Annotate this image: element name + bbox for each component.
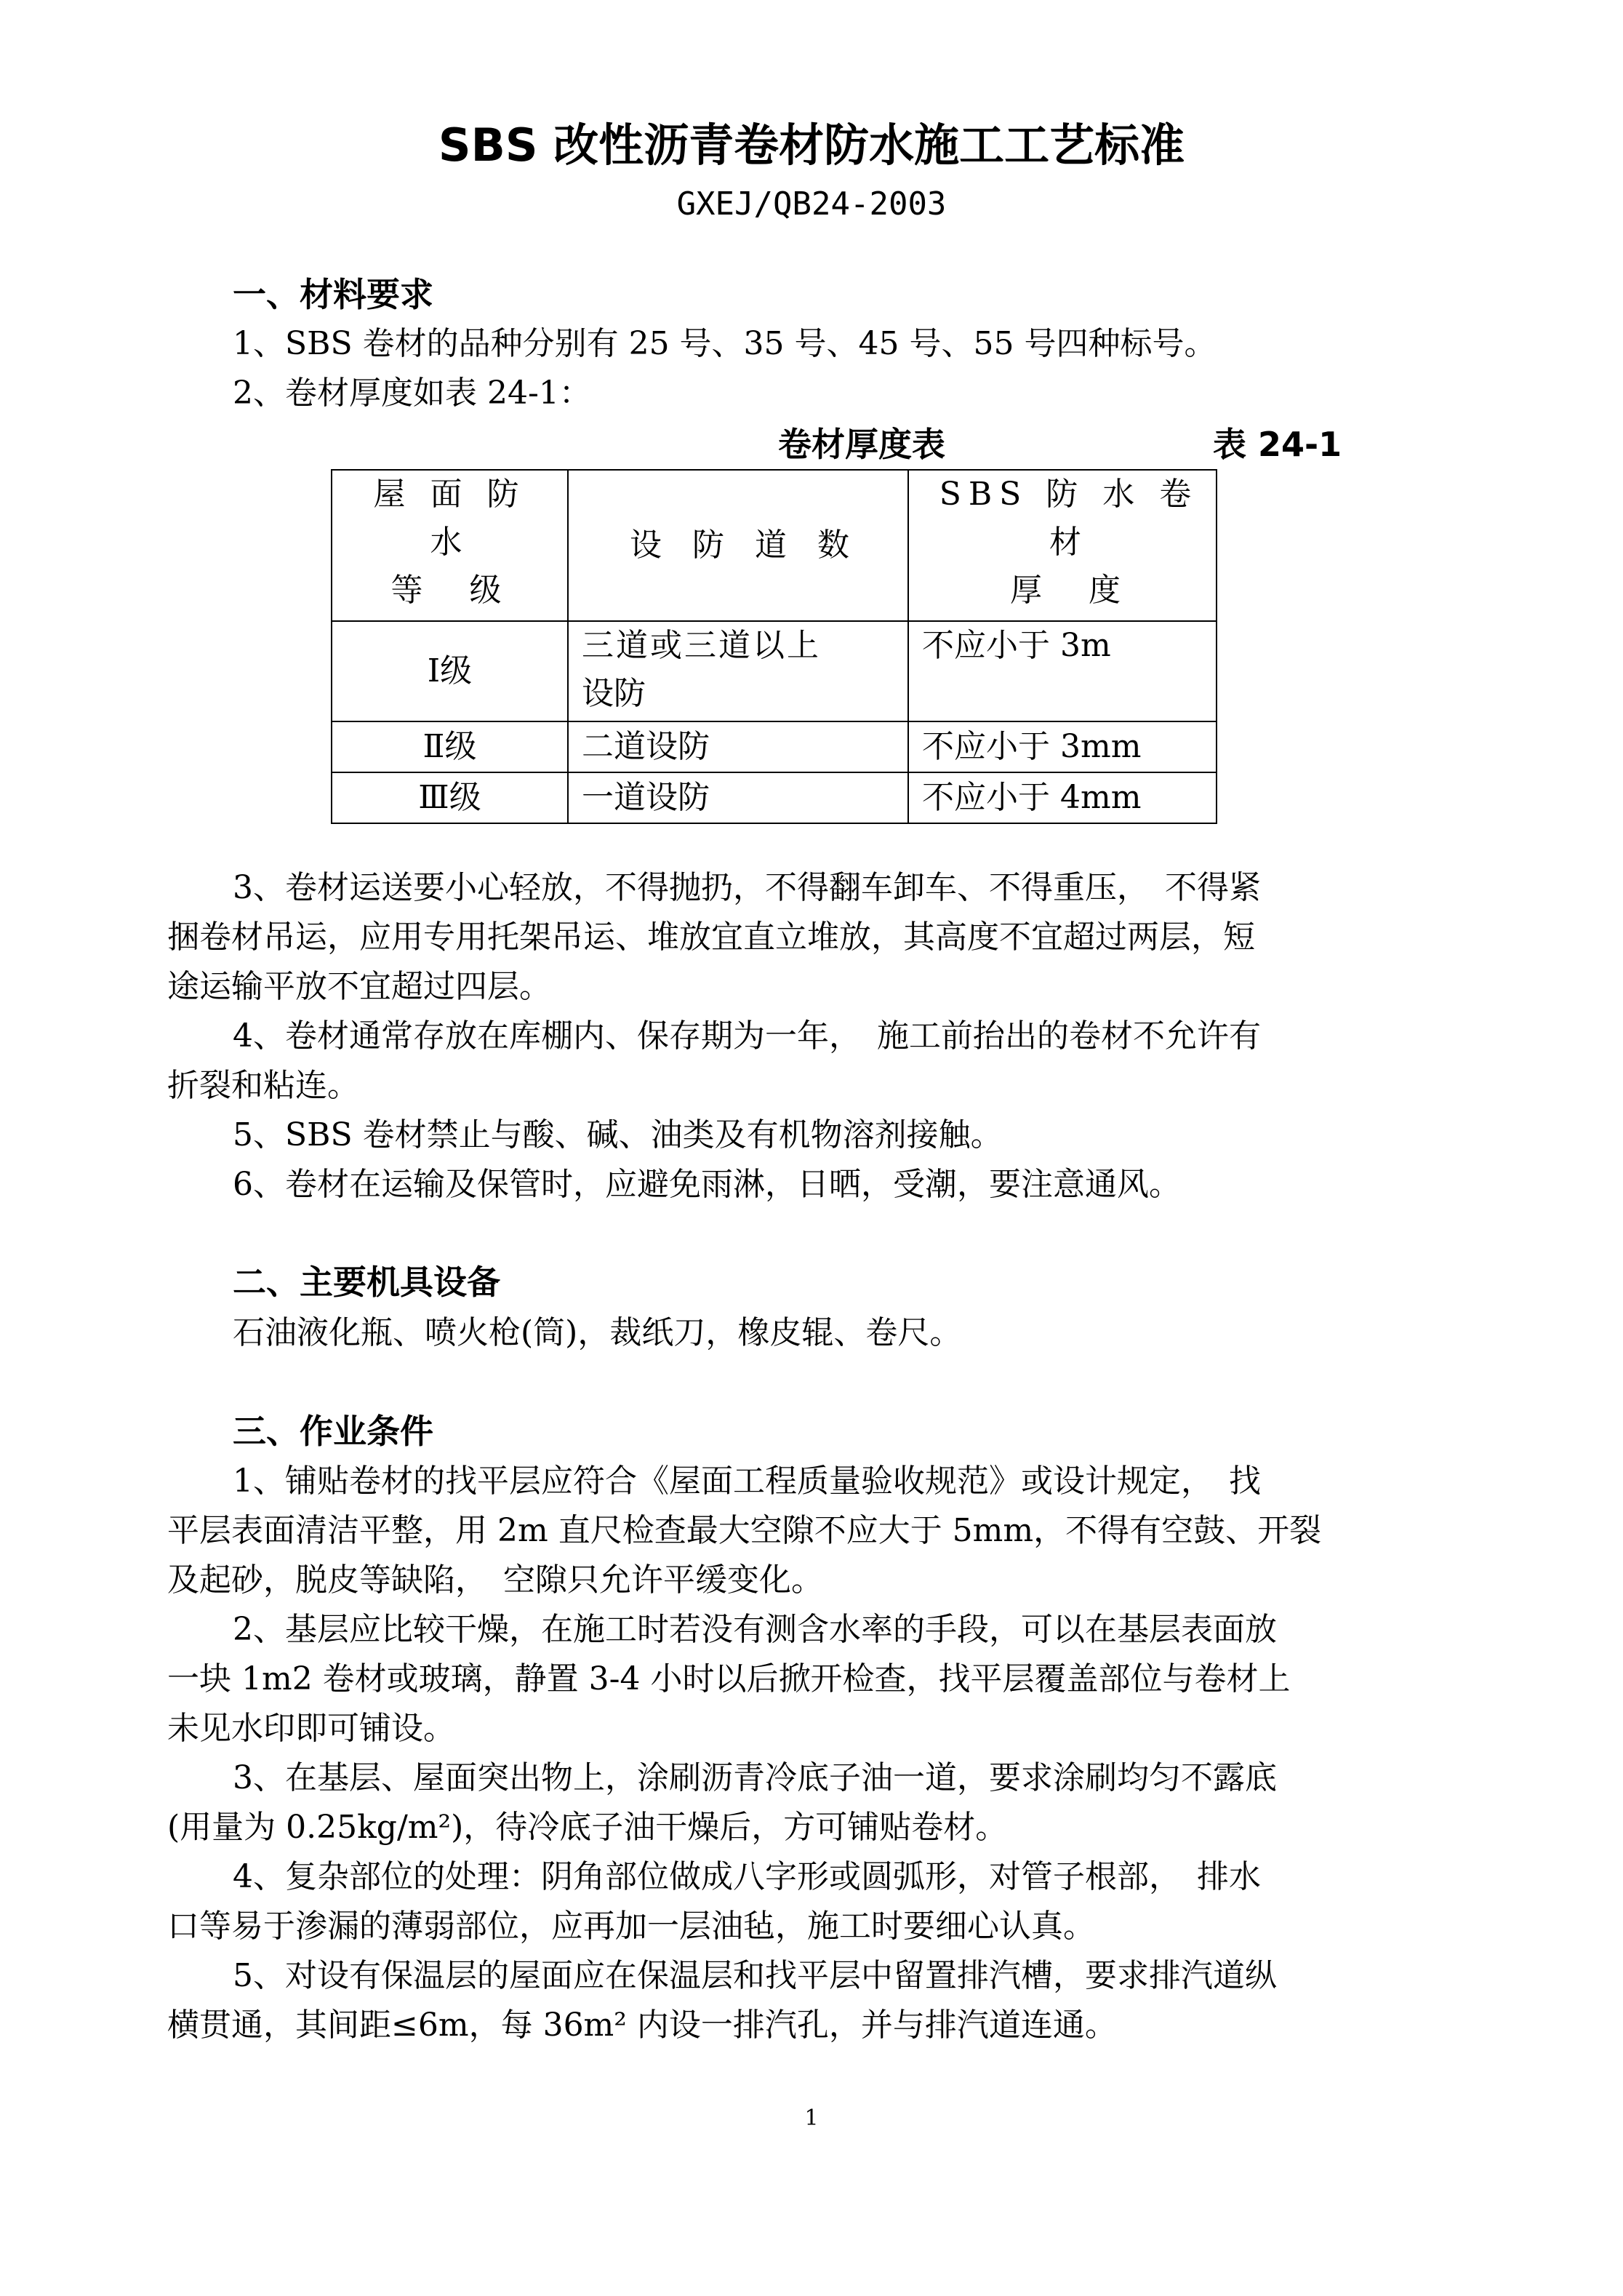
table-caption: 卷材厚度表	[778, 425, 945, 464]
cell-count-line: 三道或三道以上	[582, 627, 821, 664]
paragraph-3-line: 3、卷材运送要小心轻放，不得抛扔，不得翻车卸车、不得重压， 不得紧	[233, 869, 1261, 906]
cell-thickness: 不应小于 3mm	[908, 721, 1217, 772]
paragraph-3-line: 途运输平放不宜超过四层。	[167, 968, 551, 1005]
table-header-row	[332, 470, 1217, 621]
equipment-list: 石油液化瓶、喷火枪(筒)，裁纸刀，橡皮辊、卷尺。	[233, 1314, 962, 1351]
paragraph-item-1: 1、SBS 卷材的品种分别有 25 号、35 号、45 号、55 号四种标号。	[233, 325, 1217, 362]
condition-4-line: 4、复杂部位的处理：阴角部位做成八字形或圆弧形，对管子根部， 排水	[233, 1858, 1261, 1895]
condition-1-line: 及起砂，脱皮等缺陷， 空隙只允许平缓变化。	[167, 1561, 823, 1599]
cell-count-line: 设防	[582, 675, 646, 712]
document-title: SBS 改性沥青卷材防水施工工艺标准	[438, 119, 1185, 172]
header-cell-count: 设 防 道 数	[568, 470, 908, 621]
condition-2-line: 一块 1m2 卷材或玻璃，静置 3-4 小时以后掀开检查，找平层覆盖部位与卷材上	[167, 1660, 1291, 1697]
condition-5-line: 横贯通，其间距≤6m，每 36m² 内设一排汽孔，并与排汽道连通。	[167, 2007, 1117, 2044]
paragraph-6: 6、卷材在运输及保管时，应避免雨淋，日晒，受潮，要注意通风。	[233, 1166, 1181, 1203]
section-heading-conditions: 三、作业条件	[233, 1412, 433, 1451]
cell-count	[568, 621, 908, 721]
table-row	[332, 621, 1217, 721]
condition-3-line: 3、在基层、屋面突出物上，涂刷沥青冷底子油一道，要求涂刷均匀不露底	[233, 1759, 1277, 1796]
table-row	[332, 772, 1217, 823]
condition-1-line: 1、铺贴卷材的找平层应符合《屋面工程质量验收规范》或设计规定， 找	[233, 1463, 1261, 1500]
cell-level: Ⅲ级	[332, 772, 568, 823]
condition-1-line: 平层表面清洁平整，用 2m 直尺检查最大空隙不应大于 5mm，不得有空鼓、开裂	[167, 1512, 1322, 1549]
header-cell-thickness	[908, 470, 1217, 621]
header-thickness-line: SBS 防 水 卷	[939, 476, 1199, 513]
header-level-line: 等 级	[390, 572, 509, 609]
condition-4-line: 口等易于渗漏的薄弱部位，应再加一层油毡，施工时要细心认真。	[167, 1908, 1095, 1945]
cell-level: Ⅰ级	[332, 621, 568, 721]
paragraph-3-line: 捆卷材吊运，应用专用托架吊运、堆放宜直立堆放，其高度不宜超过两层，短	[167, 919, 1255, 956]
condition-2-line: 未见水印即可铺设。	[167, 1710, 455, 1747]
header-level-line: 屋 面 防	[373, 476, 526, 513]
cell-level: Ⅱ级	[332, 721, 568, 772]
paragraph-item-2: 2、卷材厚度如表 24-1：	[233, 375, 591, 412]
header-thickness-line: 厚 度	[1010, 572, 1128, 609]
header-level-line: 水	[430, 524, 470, 561]
cell-thickness: 不应小于 3m	[908, 621, 1217, 721]
document-code: GXEJ/QB24-2003	[676, 185, 947, 223]
table-number: 表 24-1	[1213, 425, 1342, 464]
header-cell-level	[332, 470, 568, 621]
thickness-table	[331, 469, 1217, 824]
condition-2-line: 2、基层应比较干燥，在施工时若没有测含水率的手段，可以在基层表面放	[233, 1611, 1277, 1648]
cell-count: 二道设防	[568, 721, 908, 772]
cell-thickness: 不应小于 4mm	[908, 772, 1217, 823]
section-heading-equipment: 二、主要机具设备	[233, 1263, 500, 1302]
condition-5-line: 5、对设有保温层的屋面应在保温层和找平层中留置排汽槽，要求排汽道纵	[233, 1957, 1277, 1994]
table-row	[332, 721, 1217, 772]
paragraph-4-line: 折裂和粘连。	[167, 1067, 359, 1104]
page-number: 1	[804, 2105, 819, 2131]
paragraph-5: 5、SBS 卷材禁止与酸、碱、油类及有机物溶剂接触。	[233, 1116, 1003, 1153]
header-thickness-line: 材	[1049, 524, 1089, 561]
paragraph-4-line: 4、卷材通常存放在库棚内、保存期为一年， 施工前抬出的卷材不允许有	[233, 1017, 1261, 1055]
section-heading-materials: 一、材料要求	[233, 275, 433, 314]
condition-3-line: (用量为 0.25kg/m²)，待冷底子油干燥后，方可铺贴卷材。	[167, 1809, 1008, 1846]
cell-count: 一道设防	[568, 772, 908, 823]
